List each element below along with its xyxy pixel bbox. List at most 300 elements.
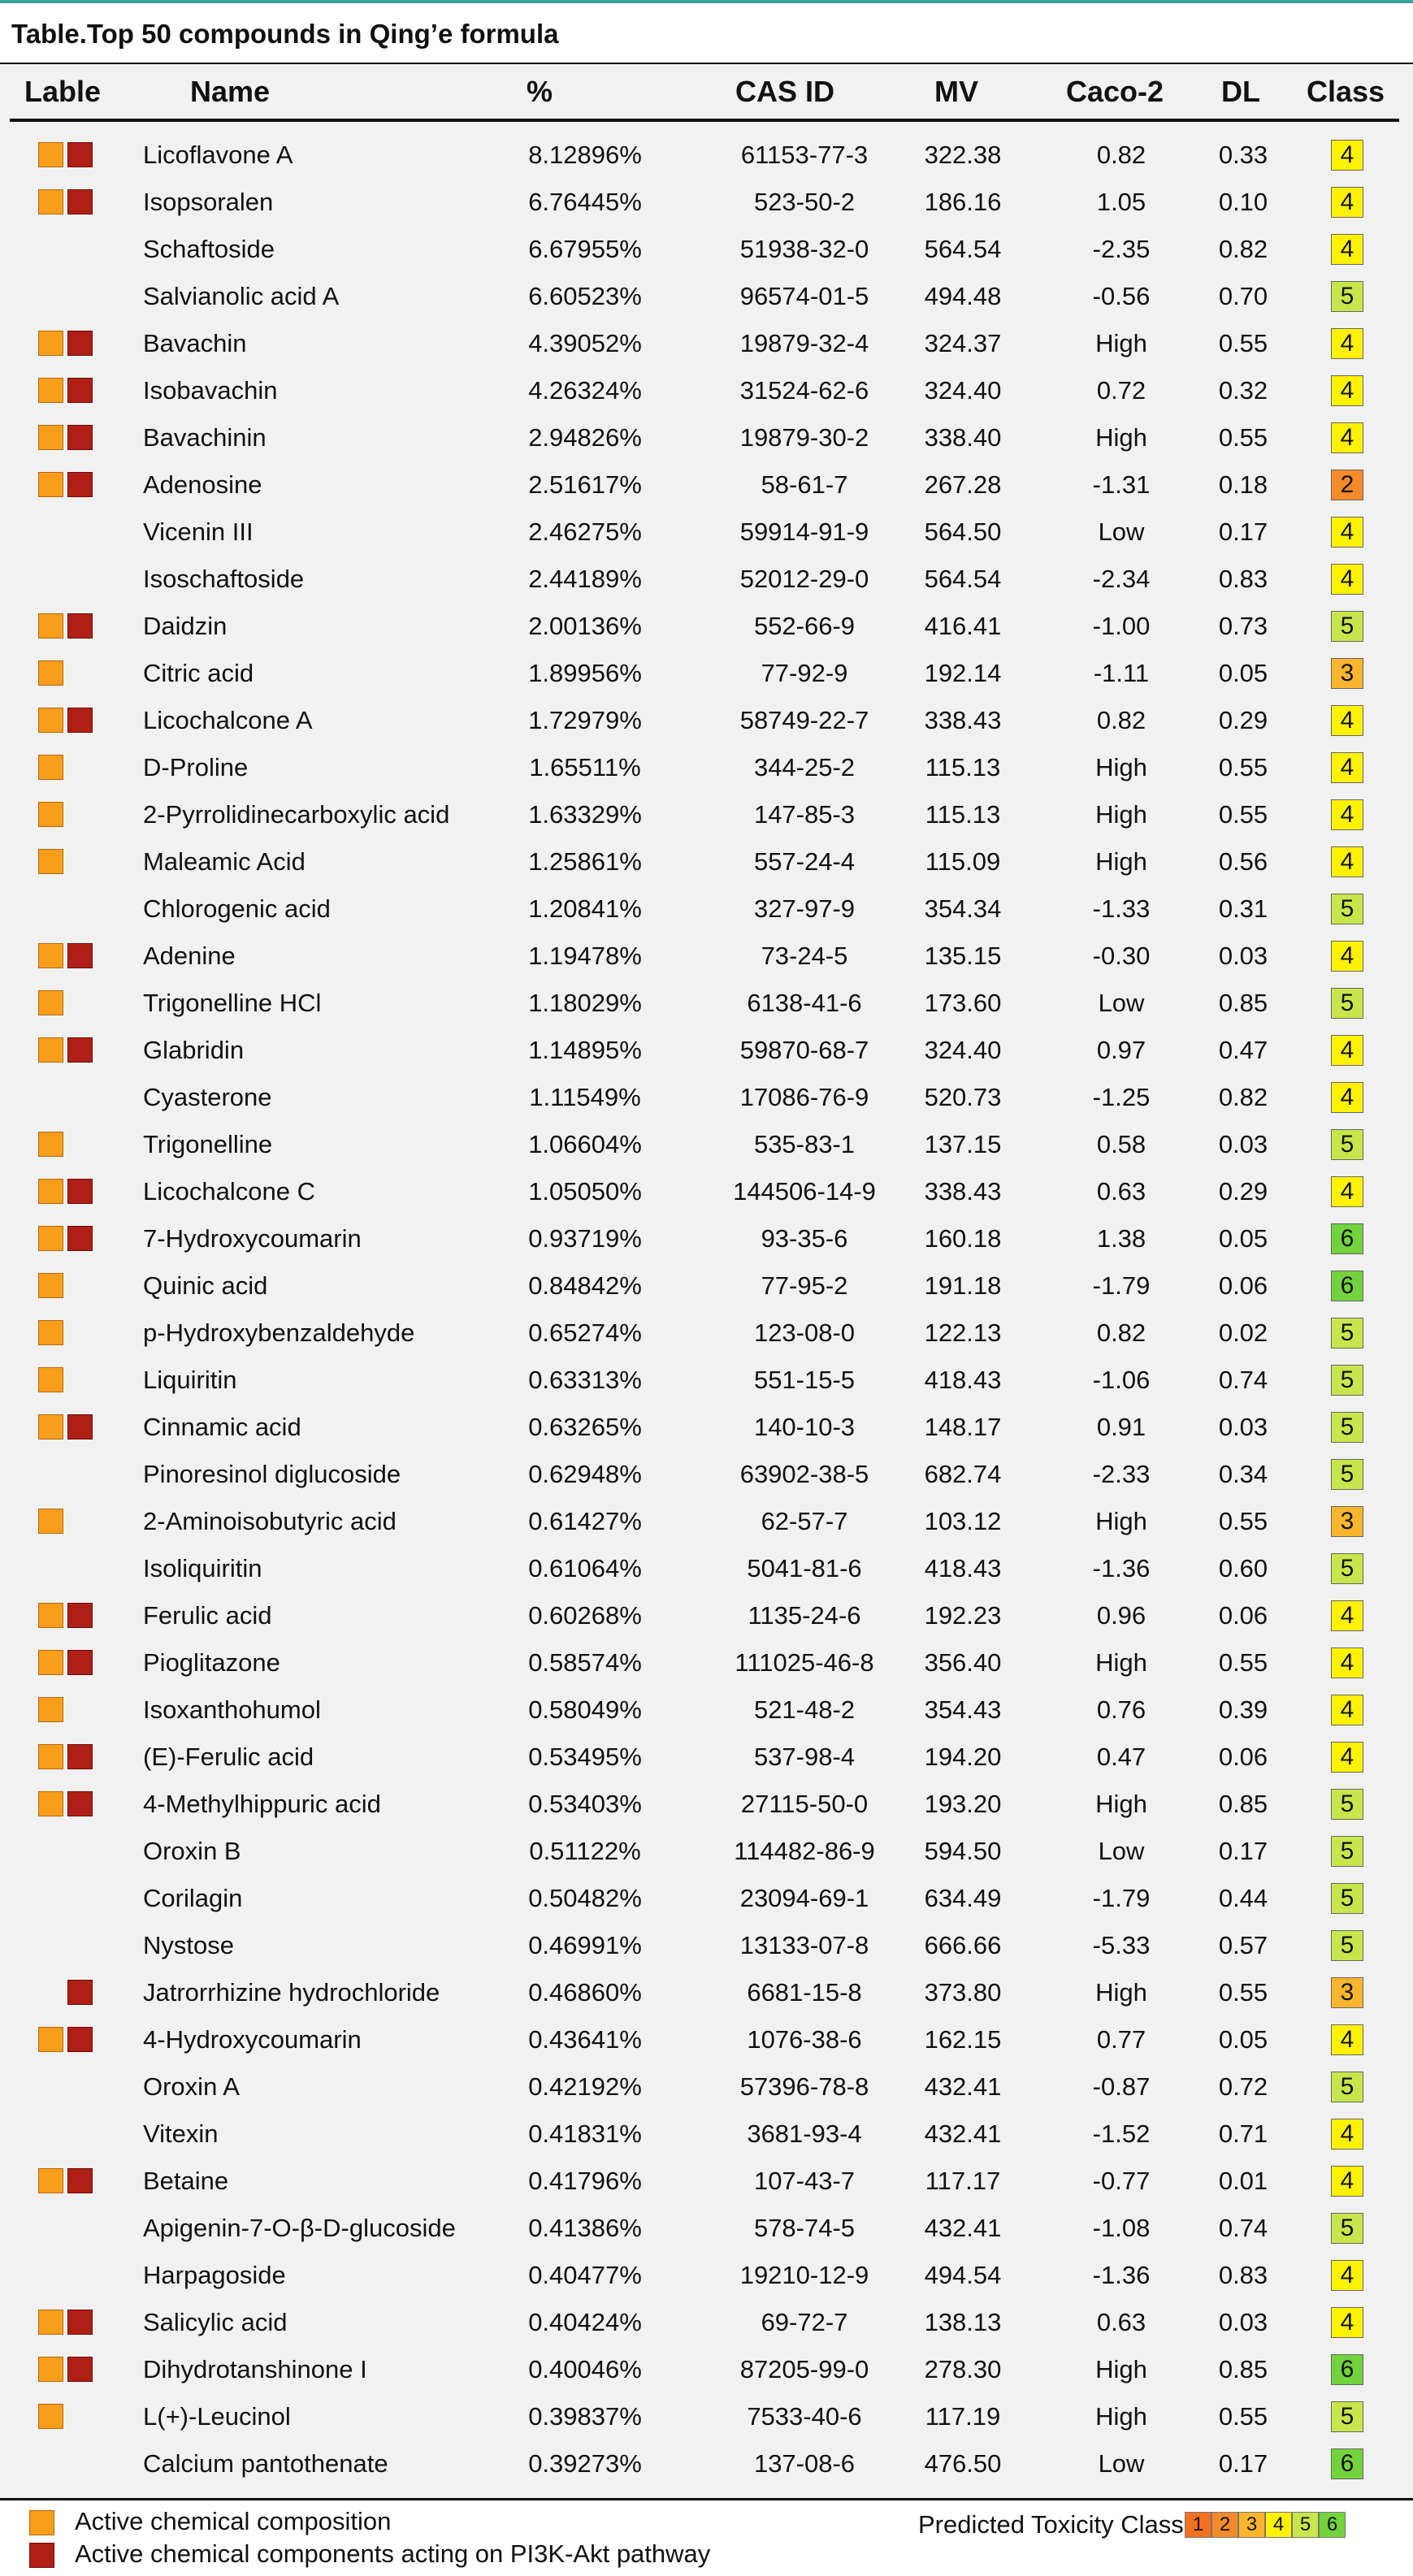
cell-percent: 0.62948% xyxy=(528,1460,642,1488)
table-row xyxy=(0,132,1413,179)
toxicity-class-badge: 4 xyxy=(1331,799,1363,830)
pi3k-marker-icon xyxy=(67,1791,93,1816)
table-body xyxy=(0,132,1413,2487)
cell-dl: 0.06 xyxy=(1218,1271,1268,1300)
cell-percent: 4.39052% xyxy=(528,329,642,357)
cell-name: Citric acid xyxy=(143,659,254,687)
cell-dl: 0.74 xyxy=(1218,1366,1268,1394)
toxicity-class-badge: 5 xyxy=(1331,611,1363,642)
cell-caco2: Low xyxy=(1098,517,1145,546)
active-marker-icon xyxy=(38,802,63,827)
toxicity-class-badge: 5 xyxy=(1331,1129,1363,1160)
cell-percent: 0.60268% xyxy=(528,1601,642,1630)
cell-caco2: -1.31 xyxy=(1092,470,1151,499)
cell-dl: 0.60 xyxy=(1218,1554,1268,1582)
cell-mv: 122.13 xyxy=(924,1318,1002,1347)
table-row xyxy=(0,933,1413,980)
toxicity-class-badge: 4 xyxy=(1331,1082,1363,1113)
cell-name: 4-Hydroxycoumarin xyxy=(143,2025,362,2054)
cell-percent: 1.20841% xyxy=(528,894,642,923)
table-row xyxy=(0,556,1413,603)
table-row xyxy=(0,2299,1413,2346)
toxicity-class-badge: 5 xyxy=(1331,2401,1363,2432)
cell-mv: 160.18 xyxy=(924,1224,1002,1253)
cell-mv: 192.23 xyxy=(924,1601,1002,1630)
cell-caco2: -1.00 xyxy=(1092,612,1151,640)
cell-caco2: -0.77 xyxy=(1092,2167,1151,2195)
cell-name: Dihydrotanshinone I xyxy=(143,2355,367,2383)
active-marker-icon xyxy=(38,1744,63,1769)
active-marker-icon xyxy=(38,378,63,403)
cell-percent: 1.19478% xyxy=(528,942,642,970)
cell-cas: 31524-62-6 xyxy=(739,376,869,405)
cell-cas: 77-95-2 xyxy=(761,1271,848,1300)
table-row xyxy=(0,1310,1413,1357)
cell-cas: 535-83-1 xyxy=(753,1130,856,1158)
cell-name: 2-Aminoisobutyric acid xyxy=(143,1507,397,1535)
cell-percent: 0.41796% xyxy=(528,2167,642,2195)
toxicity-class-badge: 4 xyxy=(1331,375,1363,406)
table-row xyxy=(0,650,1413,697)
cell-mv: 432.41 xyxy=(924,2119,1002,2148)
cell-dl: 0.74 xyxy=(1218,2214,1268,2242)
cell-name: (E)-Ferulic acid xyxy=(143,1743,314,1771)
pi3k-marker-icon xyxy=(67,189,93,214)
cell-name: Cinnamic acid xyxy=(143,1413,301,1441)
cell-dl: 0.55 xyxy=(1218,800,1268,829)
cell-percent: 0.40477% xyxy=(528,2261,642,2289)
pi3k-marker-icon xyxy=(67,1603,93,1628)
table-row xyxy=(0,2111,1413,2158)
table-row xyxy=(0,509,1413,556)
cell-percent: 6.67955% xyxy=(528,235,642,263)
toxicity-class-badge: 4 xyxy=(1331,941,1363,972)
active-marker-icon xyxy=(38,142,63,167)
toxicity-class-badge: 5 xyxy=(1331,988,1363,1019)
header-cas: CAS ID xyxy=(735,75,835,108)
cell-mv: 494.54 xyxy=(924,2261,1002,2289)
cell-caco2: High xyxy=(1095,1507,1147,1535)
active-marker-icon xyxy=(38,1414,63,1440)
toxicity-class-badge: 4 xyxy=(1331,140,1363,171)
cell-name: L(+)-Leucinol xyxy=(143,2402,291,2431)
cell-caco2: High xyxy=(1095,1648,1147,1677)
table-row xyxy=(0,1592,1413,1639)
toxicity-class-badge: 5 xyxy=(1331,1789,1363,1820)
table-row xyxy=(0,603,1413,650)
toxicity-class-badge: 5 xyxy=(1331,1365,1363,1396)
legend-active-swatch xyxy=(29,2510,54,2535)
cell-cas: 107-43-7 xyxy=(753,2167,856,2195)
cell-dl: 0.47 xyxy=(1218,1036,1268,1064)
table-title: Table.Top 50 compounds in Qing’e formula xyxy=(11,19,559,49)
cell-percent: 0.58049% xyxy=(528,1695,642,1724)
cell-cas: 6138-41-6 xyxy=(747,989,862,1017)
table-row xyxy=(0,1451,1413,1498)
cell-mv: 115.13 xyxy=(925,753,1001,781)
cell-cas: 93-35-6 xyxy=(761,1224,848,1253)
cell-percent: 0.53403% xyxy=(528,1790,642,1818)
table-row xyxy=(0,1074,1413,1121)
active-marker-icon xyxy=(38,189,63,214)
cell-percent: 0.41386% xyxy=(528,2214,642,2242)
pi3k-marker-icon xyxy=(67,943,93,968)
toxicity-class-badge: 4 xyxy=(1331,2119,1363,2150)
table-row xyxy=(0,1969,1413,2016)
cell-mv: 564.54 xyxy=(924,235,1002,263)
cell-caco2: 1.38 xyxy=(1096,1224,1146,1253)
cell-percent: 0.65274% xyxy=(528,1318,642,1347)
table-row xyxy=(0,1875,1413,1922)
cell-percent: 0.58574% xyxy=(528,1648,642,1677)
cell-mv: 137.15 xyxy=(924,1130,1002,1158)
cell-caco2: 0.96 xyxy=(1096,1601,1146,1630)
table-row xyxy=(0,1027,1413,1074)
cell-name: Salicylic acid xyxy=(143,2308,288,2336)
active-marker-icon xyxy=(38,1179,63,1204)
cell-percent: 0.42192% xyxy=(528,2072,642,2101)
cell-percent: 0.43641% xyxy=(528,2025,642,2054)
toxicity-class-badge: 4 xyxy=(1331,2166,1363,2197)
cell-dl: 0.32 xyxy=(1218,376,1268,405)
cell-cas: 123-08-0 xyxy=(753,1318,856,1347)
cell-cas: 96574-01-5 xyxy=(739,282,869,310)
cell-percent: 0.63265% xyxy=(528,1413,642,1441)
cell-percent: 2.44189% xyxy=(528,565,642,593)
cell-caco2: -0.87 xyxy=(1092,2072,1151,2101)
cell-cas: 344-25-2 xyxy=(753,753,856,781)
cell-mv: 324.40 xyxy=(924,376,1002,405)
cell-dl: 0.05 xyxy=(1218,659,1268,687)
cell-name: Chlorogenic acid xyxy=(143,894,331,923)
active-marker-icon xyxy=(38,849,63,874)
cell-name: p-Hydroxybenzaldehyde xyxy=(143,1318,415,1347)
active-marker-icon xyxy=(38,755,63,780)
cell-percent: 8.12896% xyxy=(528,141,642,169)
toxicity-class-badge: 2 xyxy=(1331,470,1363,500)
cell-cas: 77-92-9 xyxy=(761,659,848,687)
cell-dl: 0.17 xyxy=(1218,2449,1268,2478)
cell-percent: 0.84842% xyxy=(528,1271,642,1300)
header-percent: % xyxy=(527,75,553,108)
cell-mv: 432.41 xyxy=(924,2072,1002,2101)
cell-dl: 0.55 xyxy=(1218,1978,1268,2007)
table-row xyxy=(0,2252,1413,2299)
pi3k-marker-icon xyxy=(67,1650,93,1675)
table-row xyxy=(0,1686,1413,1734)
pi3k-marker-icon xyxy=(67,142,93,167)
active-marker-icon xyxy=(38,1037,63,1063)
cell-name: Isoliquiritin xyxy=(143,1554,262,1582)
cell-cas: 23094-69-1 xyxy=(739,1884,869,1912)
cell-name: Vicenin III xyxy=(143,517,254,546)
toxicity-class-badge: 3 xyxy=(1331,658,1363,689)
table-row xyxy=(0,2440,1413,2487)
cell-percent: 0.53495% xyxy=(528,1743,642,1771)
cell-mv: 594.50 xyxy=(924,1837,1002,1865)
cell-caco2: -1.11 xyxy=(1093,659,1150,687)
header-label: Lable xyxy=(24,75,102,108)
cell-name: Bavachin xyxy=(143,329,247,357)
cell-caco2: -1.08 xyxy=(1092,2214,1151,2242)
cell-mv: 494.48 xyxy=(924,282,1002,310)
cell-mv: 520.73 xyxy=(924,1083,1002,1111)
cell-mv: 186.16 xyxy=(924,188,1002,216)
cell-caco2: 0.82 xyxy=(1096,1318,1146,1347)
toxicity-class-badge: 4 xyxy=(1331,234,1363,265)
active-marker-icon xyxy=(38,613,63,639)
cell-percent: 0.46860% xyxy=(528,1978,642,2007)
cell-percent: 1.89956% xyxy=(528,659,642,687)
cell-mv: 682.74 xyxy=(924,1460,1002,1488)
cell-cas: 3681-93-4 xyxy=(747,2119,862,2148)
cell-name: Apigenin-7-O-β-D-glucoside xyxy=(143,2214,456,2242)
active-marker-icon xyxy=(38,1650,63,1675)
cell-caco2: 0.72 xyxy=(1096,376,1146,405)
table-row xyxy=(0,1498,1413,1545)
cell-mv: 173.60 xyxy=(924,989,1002,1017)
cell-name: Liquiritin xyxy=(143,1366,237,1394)
table-row xyxy=(0,2205,1413,2252)
toxicity-class-badge: 4 xyxy=(1331,187,1363,218)
toxicity-class-badge: 4 xyxy=(1331,2307,1363,2338)
cell-percent: 1.05050% xyxy=(528,1177,642,1206)
active-marker-icon xyxy=(38,2168,63,2193)
cell-mv: 338.43 xyxy=(924,1177,1002,1206)
cell-cas: 51938-32-0 xyxy=(739,235,869,263)
cell-dl: 0.85 xyxy=(1218,2355,1268,2383)
cell-cas: 27115-50-0 xyxy=(740,1790,869,1818)
cell-cas: 59914-91-9 xyxy=(739,517,869,546)
cell-name: Trigonelline xyxy=(143,1130,273,1158)
cell-dl: 0.01 xyxy=(1218,2167,1268,2195)
pi3k-marker-icon xyxy=(67,1980,93,2005)
cell-dl: 0.85 xyxy=(1218,989,1268,1017)
cell-cas: 521-48-2 xyxy=(753,1695,856,1724)
cell-percent: 0.39837% xyxy=(528,2402,642,2431)
cell-dl: 0.55 xyxy=(1218,2402,1268,2431)
cell-dl: 0.06 xyxy=(1218,1601,1268,1630)
toxicity-class-badge: 4 xyxy=(1331,1035,1363,1066)
active-marker-icon xyxy=(38,2357,63,2382)
pi3k-marker-icon xyxy=(67,1744,93,1769)
cell-caco2: -1.06 xyxy=(1092,1366,1151,1394)
pi3k-marker-icon xyxy=(67,1037,93,1063)
cell-name: Oroxin B xyxy=(143,1837,241,1865)
header-dl: DL xyxy=(1221,75,1260,108)
cell-caco2: -2.34 xyxy=(1092,565,1151,593)
cell-caco2: -1.33 xyxy=(1092,894,1151,923)
cell-percent: 1.63329% xyxy=(528,800,642,829)
cell-cas: 69-72-7 xyxy=(761,2308,848,2336)
cell-percent: 2.00136% xyxy=(528,612,642,640)
cell-caco2: 0.82 xyxy=(1096,141,1146,169)
toxicity-class-badge: 5 xyxy=(1331,1318,1363,1349)
cell-mv: 418.43 xyxy=(924,1366,1002,1394)
cell-cas: 144506-14-9 xyxy=(733,1177,876,1206)
cell-percent: 6.60523% xyxy=(528,282,642,310)
cell-cas: 61153-77-3 xyxy=(740,141,869,169)
cell-cas: 87205-99-0 xyxy=(739,2355,869,2383)
header-rule xyxy=(10,119,1399,122)
cell-dl: 0.39 xyxy=(1218,1695,1268,1724)
top-accent-rule xyxy=(0,0,1413,3)
cell-mv: 416.41 xyxy=(924,612,1002,640)
cell-cas: 137-08-6 xyxy=(753,2449,856,2478)
cell-percent: 4.26324% xyxy=(528,376,642,405)
cell-mv: 418.43 xyxy=(924,1554,1002,1582)
pi3k-marker-icon xyxy=(67,378,93,403)
table-row xyxy=(0,320,1413,367)
toxicity-class-badge: 5 xyxy=(1331,281,1363,312)
cell-cas: 59870-68-7 xyxy=(739,1036,869,1064)
cell-dl: 0.55 xyxy=(1218,423,1268,452)
cell-mv: 135.15 xyxy=(924,942,1002,970)
cell-caco2: High xyxy=(1095,1790,1147,1818)
cell-cas: 140-10-3 xyxy=(753,1413,856,1441)
cell-dl: 0.70 xyxy=(1218,282,1268,310)
cell-dl: 0.10 xyxy=(1218,188,1268,216)
cell-mv: 138.13 xyxy=(924,2308,1002,2336)
table-row xyxy=(0,1404,1413,1451)
toxicity-class-badge: 5 xyxy=(1331,1459,1363,1490)
table-row xyxy=(0,1168,1413,1215)
cell-dl: 0.18 xyxy=(1218,470,1268,499)
header-caco2: Caco-2 xyxy=(1066,75,1164,108)
toxicity-class-badge: 6 xyxy=(1331,2354,1363,2385)
active-marker-icon xyxy=(38,708,63,733)
pi3k-marker-icon xyxy=(67,2310,93,2335)
cell-dl: 0.55 xyxy=(1218,329,1268,357)
cell-cas: 19210-12-9 xyxy=(739,2261,869,2289)
cell-dl: 0.02 xyxy=(1218,1318,1268,1347)
active-marker-icon xyxy=(38,2027,63,2052)
toxicity-scale-cell: 2 xyxy=(1211,2512,1238,2538)
table-row xyxy=(0,367,1413,414)
active-marker-icon xyxy=(38,1132,63,1157)
table-top-rule xyxy=(0,63,1413,64)
cell-caco2: -2.33 xyxy=(1092,1460,1151,1488)
active-marker-icon xyxy=(38,1603,63,1628)
cell-caco2: Low xyxy=(1098,1837,1145,1865)
cell-dl: 0.29 xyxy=(1218,706,1268,734)
cell-dl: 0.71 xyxy=(1218,2119,1268,2148)
table-row xyxy=(0,2393,1413,2440)
cell-dl: 0.03 xyxy=(1218,1413,1268,1441)
cell-dl: 0.29 xyxy=(1218,1177,1268,1206)
toxicity-class-badge: 5 xyxy=(1331,1883,1363,1914)
active-marker-icon xyxy=(38,2310,63,2335)
cell-dl: 0.72 xyxy=(1218,2072,1268,2101)
cell-mv: 192.14 xyxy=(924,659,1002,687)
cell-caco2: -1.79 xyxy=(1092,1271,1151,1300)
cell-cas: 52012-29-0 xyxy=(739,565,869,593)
cell-dl: 0.03 xyxy=(1218,942,1268,970)
cell-name: Daidzin xyxy=(143,612,228,640)
cell-cas: 19879-30-2 xyxy=(739,423,869,452)
table-row xyxy=(0,461,1413,509)
active-marker-icon xyxy=(38,1320,63,1345)
toxicity-scale-cell: 4 xyxy=(1265,2512,1292,2538)
cell-name: Trigonelline HCl xyxy=(143,989,322,1017)
table-row xyxy=(0,1262,1413,1310)
cell-mv: 564.54 xyxy=(924,565,1002,593)
cell-mv: 267.28 xyxy=(924,470,1002,499)
cell-mv: 322.38 xyxy=(924,141,1002,169)
cell-dl: 0.03 xyxy=(1218,2308,1268,2336)
cell-dl: 0.06 xyxy=(1218,1743,1268,1771)
cell-dl: 0.56 xyxy=(1218,847,1268,876)
cell-dl: 0.55 xyxy=(1218,1507,1268,1535)
table-row xyxy=(0,2063,1413,2111)
cell-percent: 0.63313% xyxy=(528,1366,642,1394)
cell-percent: 0.93719% xyxy=(528,1224,642,1253)
cell-mv: 148.17 xyxy=(924,1413,1002,1441)
cell-dl: 0.31 xyxy=(1218,894,1268,923)
cell-name: Harpagoside xyxy=(143,2261,286,2289)
toxicity-class-badge: 3 xyxy=(1331,1506,1363,1537)
cell-name: Betaine xyxy=(143,2167,229,2195)
toxicity-class-badge: 4 xyxy=(1331,1695,1363,1725)
toxicity-class-badge: 4 xyxy=(1331,328,1363,359)
cell-name: Nystose xyxy=(143,1931,234,1959)
cell-caco2: -0.30 xyxy=(1092,942,1151,970)
table-row xyxy=(0,1639,1413,1686)
pi3k-marker-icon xyxy=(67,1179,93,1204)
pi3k-marker-icon xyxy=(67,613,93,639)
cell-caco2: -2.35 xyxy=(1092,235,1151,263)
cell-caco2: 0.47 xyxy=(1096,1743,1146,1771)
table-bottom-rule xyxy=(0,2498,1413,2500)
cell-name: Isoschaftoside xyxy=(143,565,305,593)
legend-pi3k-text: Active chemical components acting on PI3K-Akt pathway xyxy=(75,2539,711,2568)
pi3k-marker-icon xyxy=(67,425,93,450)
toxicity-class-badge: 5 xyxy=(1331,894,1363,924)
cell-cas: 7533-40-6 xyxy=(747,2402,862,2431)
cell-percent: 0.51122% xyxy=(529,1837,641,1865)
cell-caco2: 0.97 xyxy=(1096,1036,1146,1064)
cell-name: Glabridin xyxy=(143,1036,245,1064)
toxicity-class-badge: 4 xyxy=(1331,752,1363,783)
cell-caco2: 0.63 xyxy=(1096,1177,1146,1206)
cell-caco2: High xyxy=(1095,329,1147,357)
cell-caco2: High xyxy=(1095,847,1147,876)
cell-cas: 17086-76-9 xyxy=(739,1083,869,1111)
cell-caco2: -5.33 xyxy=(1092,1931,1151,1959)
toxicity-scale-cell: 3 xyxy=(1238,2512,1265,2538)
cell-cas: 327-97-9 xyxy=(753,894,856,923)
table-row xyxy=(0,1215,1413,1262)
table-row xyxy=(0,697,1413,744)
cell-dl: 0.73 xyxy=(1218,612,1268,640)
cell-cas: 5041-81-6 xyxy=(747,1554,862,1582)
cell-percent: 1.11549% xyxy=(529,1083,641,1111)
cell-mv: 356.40 xyxy=(924,1648,1002,1677)
toxicity-class-badge: 4 xyxy=(1331,1176,1363,1207)
cell-percent: 0.61064% xyxy=(528,1554,642,1582)
toxicity-scale-cell: 1 xyxy=(1185,2512,1211,2538)
cell-caco2: High xyxy=(1095,800,1147,829)
active-marker-icon xyxy=(38,1791,63,1816)
cell-name: Pioglitazone xyxy=(143,1648,280,1677)
cell-name: Isopsoralen xyxy=(143,188,274,216)
cell-dl: 0.05 xyxy=(1218,1224,1268,1253)
cell-cas: 551-15-5 xyxy=(753,1366,856,1394)
table-row xyxy=(0,1357,1413,1404)
cell-mv: 193.20 xyxy=(924,1790,1002,1818)
cell-mv: 564.50 xyxy=(924,517,1002,546)
table-row xyxy=(0,885,1413,933)
